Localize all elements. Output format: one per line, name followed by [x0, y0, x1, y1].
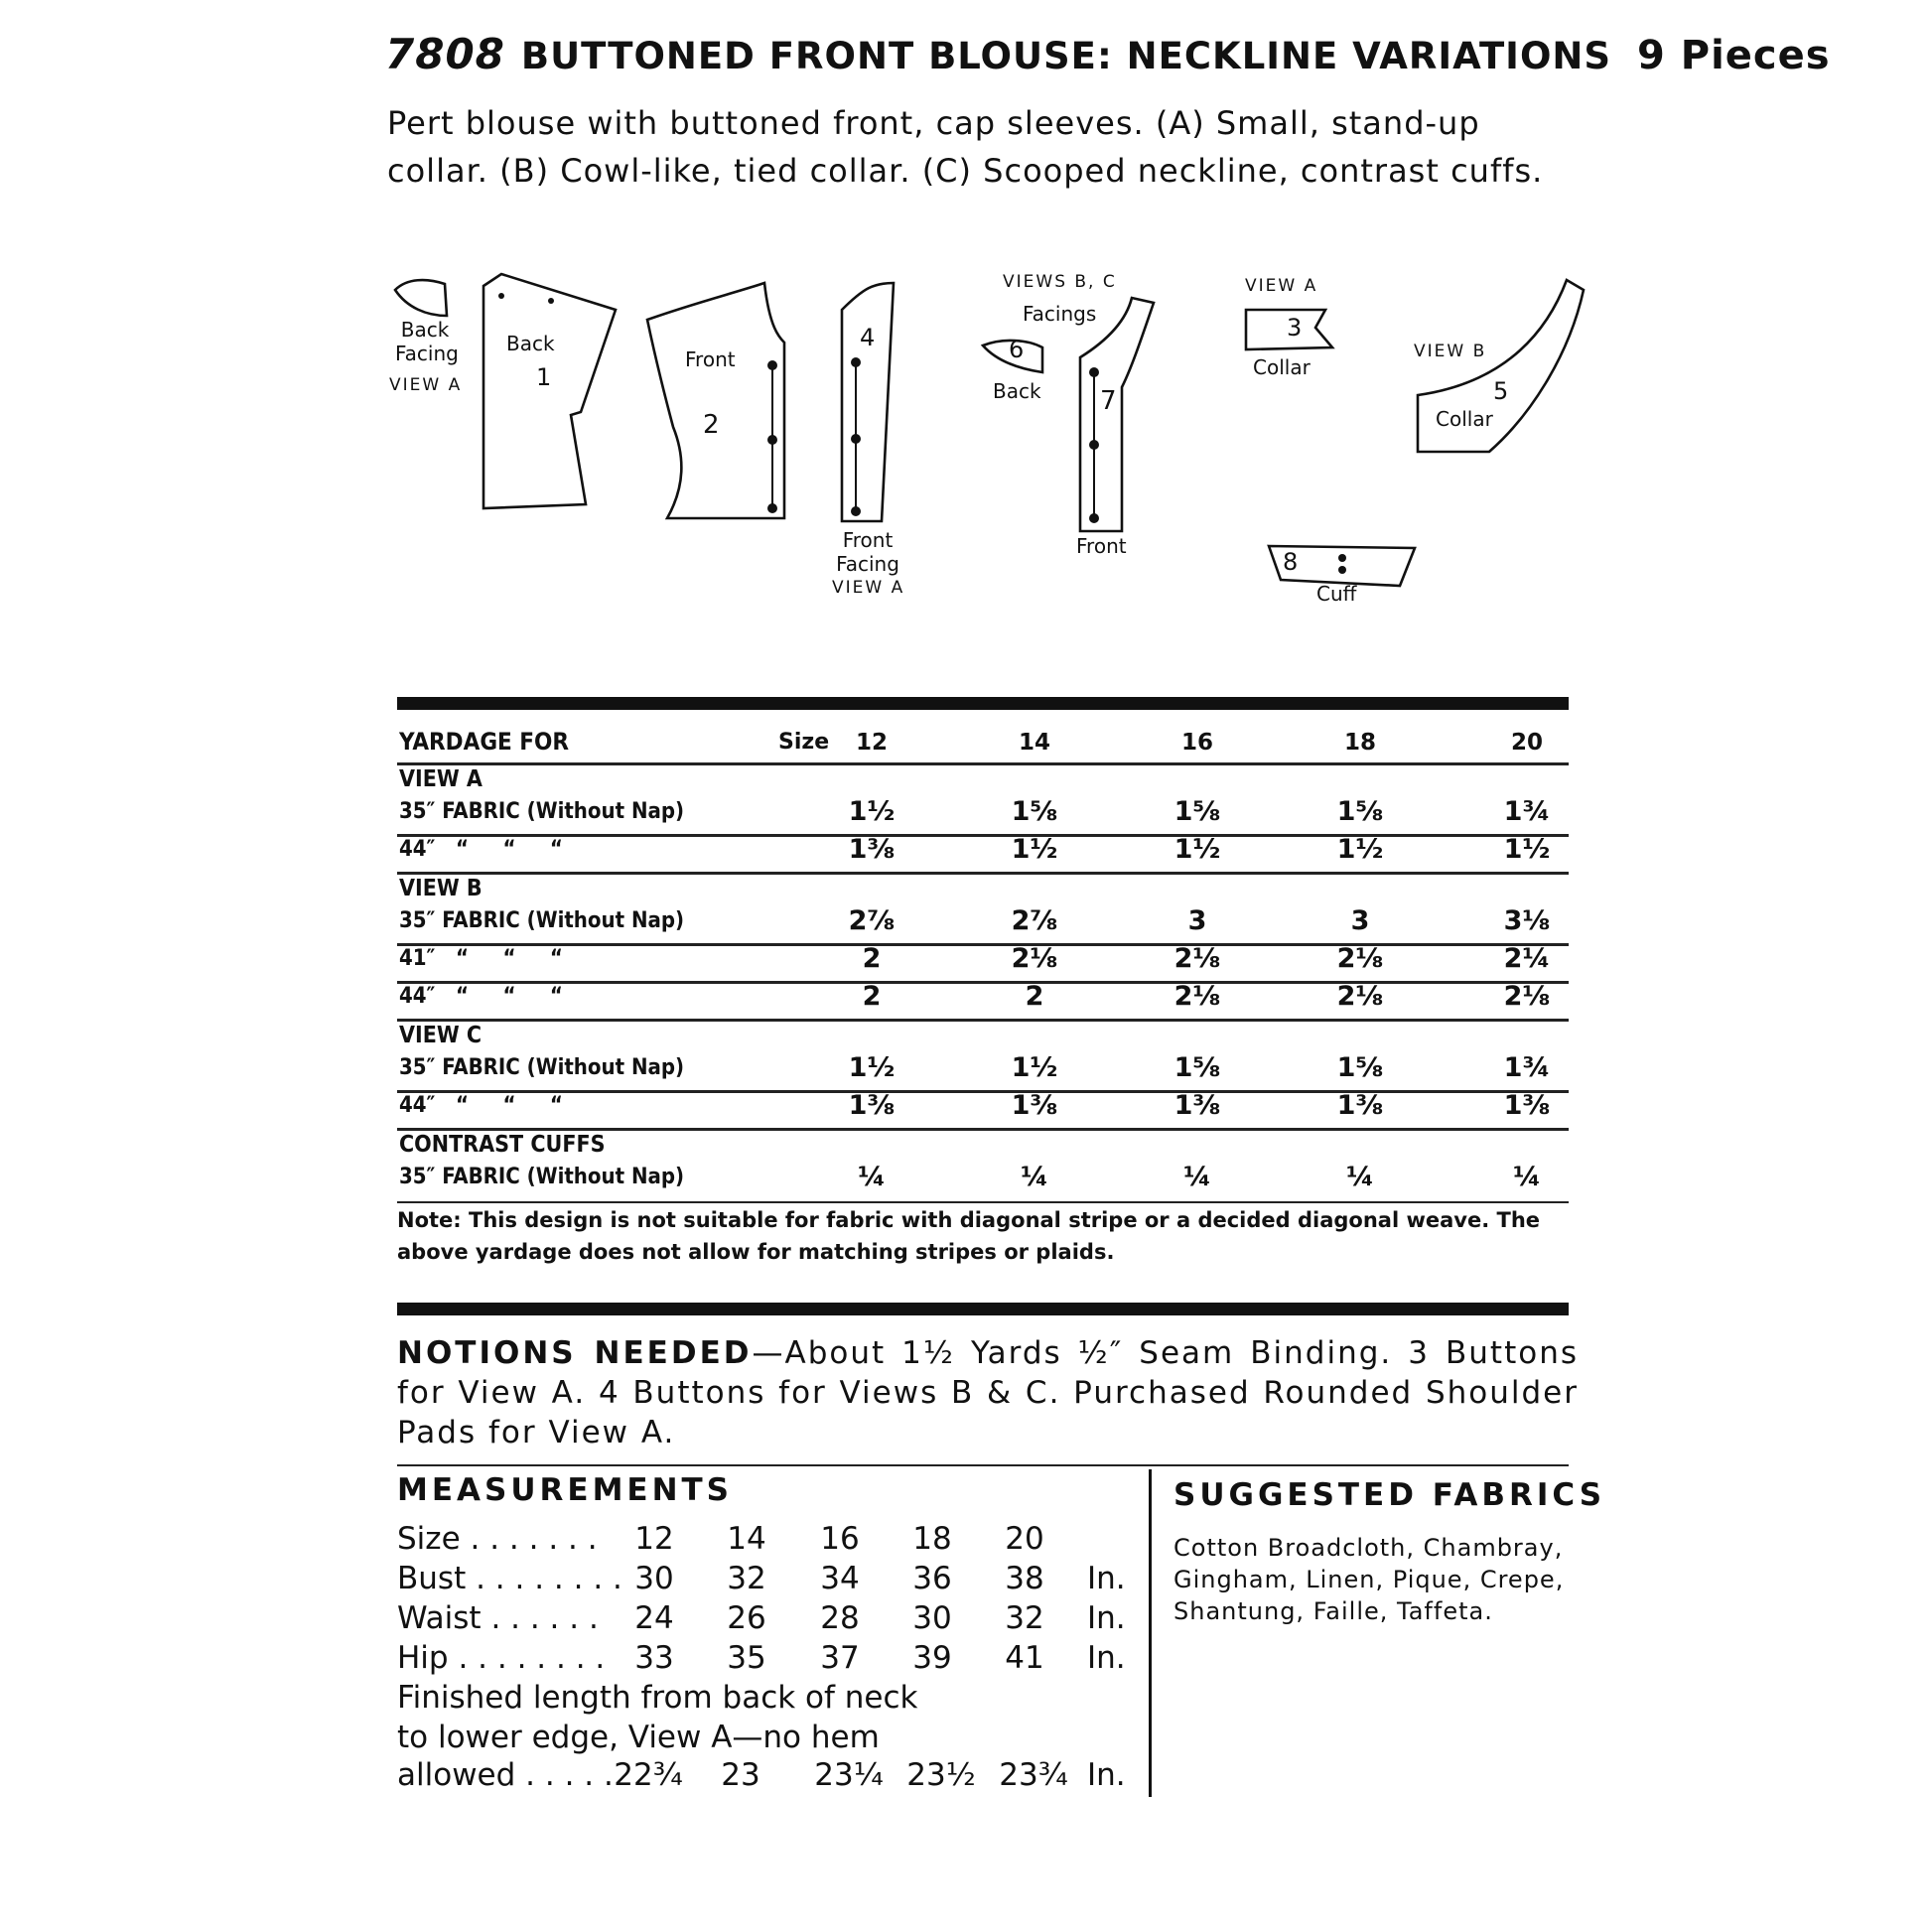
finished-value: 23¾ — [999, 1757, 1068, 1793]
collar-a-number: 3 — [1287, 314, 1303, 342]
yardage-value: 2 — [862, 981, 882, 1012]
measurement-value: 38 — [1005, 1561, 1044, 1596]
yardage-value: ¼ — [1183, 1162, 1211, 1192]
yardage-value: 3 — [1187, 905, 1207, 936]
collar-a-label: Collar — [1253, 355, 1311, 379]
yardage-group-label: VIEW C — [399, 1023, 483, 1048]
yardage-row-label: 44″ “ “ “ — [399, 1093, 563, 1118]
yardage-value: 1⅜ — [1503, 1090, 1551, 1121]
front-piece — [647, 283, 784, 518]
measurement-value: 32 — [727, 1561, 766, 1596]
measurement-unit: In. — [1087, 1561, 1126, 1596]
yardage-value: 1⅝ — [1173, 796, 1221, 827]
collar-a-view: VIEW A — [1245, 276, 1318, 296]
measurement-value: 34 — [820, 1561, 860, 1596]
yardage-value: 1⅝ — [1336, 1052, 1384, 1083]
back-facing-view: VIEW A — [389, 375, 463, 395]
yardage-value: 2 — [1025, 981, 1044, 1012]
pattern-pieces-diagram — [0, 0, 1932, 635]
collar-b-label: Collar — [1436, 407, 1493, 431]
finished-unit: In. — [1087, 1757, 1126, 1793]
front-facing-piece — [842, 283, 894, 521]
yardage-value: 1½ — [848, 796, 896, 827]
yardage-value: ¼ — [1513, 1162, 1541, 1192]
measurement-value: 18 — [912, 1521, 952, 1557]
front-facing-number: 4 — [860, 324, 876, 351]
row-rule — [397, 1019, 1569, 1022]
row-rule — [397, 1128, 1569, 1131]
yardage-value: 2⅞ — [1011, 905, 1058, 936]
measurement-value: 24 — [634, 1600, 674, 1636]
yardage-value: 2⅛ — [1173, 943, 1221, 974]
notions-heading: NOTIONS NEEDED — [397, 1335, 753, 1371]
front-facing-view: VIEW A — [832, 578, 905, 598]
collar-b-number: 5 — [1493, 377, 1509, 405]
yardage-value: 1⅜ — [848, 834, 896, 865]
yardage-value: 2 — [862, 943, 882, 974]
measurement-value: 32 — [1005, 1600, 1044, 1636]
mid-rule — [397, 1303, 1569, 1315]
yardage-group-label: VIEW A — [399, 766, 483, 792]
yardage-value: 1½ — [1173, 834, 1221, 865]
back-label: Back — [506, 332, 555, 355]
measurement-label: Waist . . . . . . — [397, 1600, 599, 1636]
measurements-heading: MEASUREMENTS — [397, 1472, 734, 1508]
cuff-label: Cuff — [1316, 582, 1357, 606]
measurement-value: 20 — [1005, 1521, 1044, 1557]
yardage-row-label: 35″ FABRIC (Without Nap) — [399, 908, 685, 933]
front-number: 2 — [703, 410, 720, 440]
yardage-row-label: 35″ FABRIC (Without Nap) — [399, 799, 685, 824]
suggested-fabrics-text: Cotton Broadcloth, Chambray, Gingham, Linen, Pique, Crepe, Shantung, Faille, Taffeta. — [1173, 1534, 1565, 1625]
yardage-value: 1½ — [1011, 834, 1058, 865]
measurement-row — [397, 1521, 1132, 1561]
yardage-value: 2⅛ — [1336, 943, 1384, 974]
measurement-value: 16 — [820, 1521, 860, 1557]
front-facing-bc-number: 7 — [1100, 386, 1117, 416]
yardage-row-label: 35″ FABRIC (Without Nap) — [399, 1165, 685, 1189]
yardage-value: 2⅛ — [1503, 981, 1551, 1012]
finished-length-line-1: Finished length from back of neck — [397, 1680, 918, 1716]
notions-text: —About 1½ Yards ½″ Seam Binding. 3 Buttons for View A. 4 Buttons for Views B & C. Purchased Rounded Shoulder Pads for View A. — [397, 1335, 1579, 1450]
facings-views-label: VIEWS B, C — [1003, 272, 1117, 292]
front-facing-label: Front Facing — [836, 528, 899, 576]
finished-label: allowed . . . . . — [397, 1757, 614, 1793]
yardage-value: ¼ — [1021, 1162, 1048, 1192]
yardage-value: 1⅜ — [848, 1090, 896, 1121]
yardage-value: ¼ — [858, 1162, 886, 1192]
top-rule — [397, 697, 1569, 710]
yardage-value: 1½ — [1503, 834, 1551, 865]
piece-count: 9 Pieces — [1637, 33, 1831, 78]
measurement-value: 33 — [634, 1640, 674, 1676]
measurement-value: 14 — [727, 1521, 766, 1557]
size-header: 12 — [855, 730, 888, 756]
yardage-row-label: 35″ FABRIC (Without Nap) — [399, 1055, 685, 1080]
measurement-label: Hip . . . . . . . . — [397, 1640, 606, 1676]
suggested-fabrics-heading: SUGGESTED FABRICS — [1173, 1477, 1606, 1513]
yardage-value: 3⅛ — [1503, 905, 1551, 936]
rule — [397, 1464, 1569, 1466]
yardage-row-label: 44″ “ “ “ — [399, 837, 563, 862]
measurement-value: 39 — [912, 1640, 952, 1676]
yardage-value: 2⅛ — [1011, 943, 1058, 974]
measurement-value: 28 — [820, 1600, 860, 1636]
measurement-row — [397, 1640, 1132, 1680]
measurement-value: 26 — [727, 1600, 766, 1636]
back-facing-label: Back Facing — [395, 318, 459, 365]
size-header: 20 — [1510, 730, 1543, 756]
yardage-value: 1½ — [1336, 834, 1384, 865]
yardage-value: 1⅜ — [1011, 1090, 1058, 1121]
measurement-value: 30 — [634, 1561, 674, 1596]
measurement-row — [397, 1600, 1132, 1640]
finished-value: 22¾ — [614, 1757, 683, 1793]
back-facing-piece — [395, 280, 447, 316]
yardage-value: 2¼ — [1503, 943, 1551, 974]
yardage-heading: YARDAGE FOR — [399, 728, 570, 756]
finished-length-line-2: to lower edge, View A—no hem — [397, 1720, 880, 1755]
measurement-unit: In. — [1087, 1640, 1126, 1676]
yardage-value: 1⅜ — [1173, 1090, 1221, 1121]
measurement-value: 30 — [912, 1600, 952, 1636]
measurement-row — [397, 1561, 1132, 1600]
yardage-value: 3 — [1350, 905, 1370, 936]
measurement-value: 35 — [727, 1640, 766, 1676]
back-facing-bc-label: Back — [993, 379, 1041, 403]
yardage-value: 2⅞ — [848, 905, 896, 936]
measurement-value: 41 — [1005, 1640, 1044, 1676]
pattern-name: BUTTONED FRONT BLOUSE: NECKLINE VARIATIONS — [520, 35, 1612, 77]
column-divider — [1149, 1469, 1152, 1797]
row-rule — [397, 872, 1569, 875]
yardage-value: 1½ — [848, 1052, 896, 1083]
measurement-label: Size . . . . . . . — [397, 1521, 598, 1557]
yardage-value: 1½ — [1011, 1052, 1058, 1083]
finished-value: 23¼ — [814, 1757, 884, 1793]
front-facing-bc-label: Front — [1076, 534, 1127, 558]
yardage-group-label: VIEW B — [399, 876, 483, 901]
size-header: 18 — [1343, 730, 1376, 756]
back-piece — [483, 274, 616, 508]
size-header: 14 — [1018, 730, 1050, 756]
cuff-number: 8 — [1283, 548, 1299, 576]
finished-value: 23 — [721, 1757, 760, 1793]
yardage-value: 1⅝ — [1173, 1052, 1221, 1083]
pattern-number: 7808 — [385, 30, 505, 78]
measurement-unit: In. — [1087, 1600, 1126, 1636]
finished-value: 23½ — [906, 1757, 976, 1793]
collar-b-view: VIEW B — [1414, 342, 1487, 361]
rule — [397, 762, 1569, 765]
back-number: 1 — [536, 363, 552, 391]
measurement-value: 37 — [820, 1640, 860, 1676]
yardage-group-label: CONTRAST CUFFS — [399, 1132, 606, 1158]
notions-section — [397, 1333, 1579, 1452]
yardage-value: 1⅝ — [1336, 796, 1384, 827]
size-label: Size — [778, 730, 830, 755]
front-label: Front — [685, 347, 736, 371]
finished-length-row — [397, 1757, 1132, 1797]
yardage-note: Note: This design is not suitable for fabric with diagonal stripe or a decided diagonal weave. The above yardage does not allow for matching stripes or plaids. — [397, 1208, 1541, 1264]
yardage-value: 1⅜ — [1336, 1090, 1384, 1121]
facings-label: Facings — [1023, 302, 1097, 326]
pattern-description: Pert blouse with buttoned front, cap sleeves. (A) Small, stand-up collar. (B) Cowl-like, tied collar. (C) Scooped neckline, contrast cuffs. — [387, 104, 1544, 190]
measurement-label: Bust . . . . . . . . — [397, 1561, 622, 1596]
yardage-value: 1¾ — [1503, 1052, 1551, 1083]
yardage-value: 1¾ — [1503, 796, 1551, 827]
measurement-value: 36 — [912, 1561, 952, 1596]
yardage-value: 2⅛ — [1336, 981, 1384, 1012]
measurement-value: 12 — [634, 1521, 674, 1557]
yardage-row-label: 44″ “ “ “ — [399, 984, 563, 1009]
yardage-value: 2⅛ — [1173, 981, 1221, 1012]
size-header: 16 — [1180, 730, 1213, 756]
back-facing-bc-number: 6 — [1009, 336, 1025, 363]
front-facing-bc-piece — [1080, 298, 1154, 531]
row-rule — [397, 1201, 1569, 1203]
yardage-row-label: 41″ “ “ “ — [399, 946, 563, 971]
yardage-value: 1⅝ — [1011, 796, 1058, 827]
yardage-value: ¼ — [1346, 1162, 1374, 1192]
